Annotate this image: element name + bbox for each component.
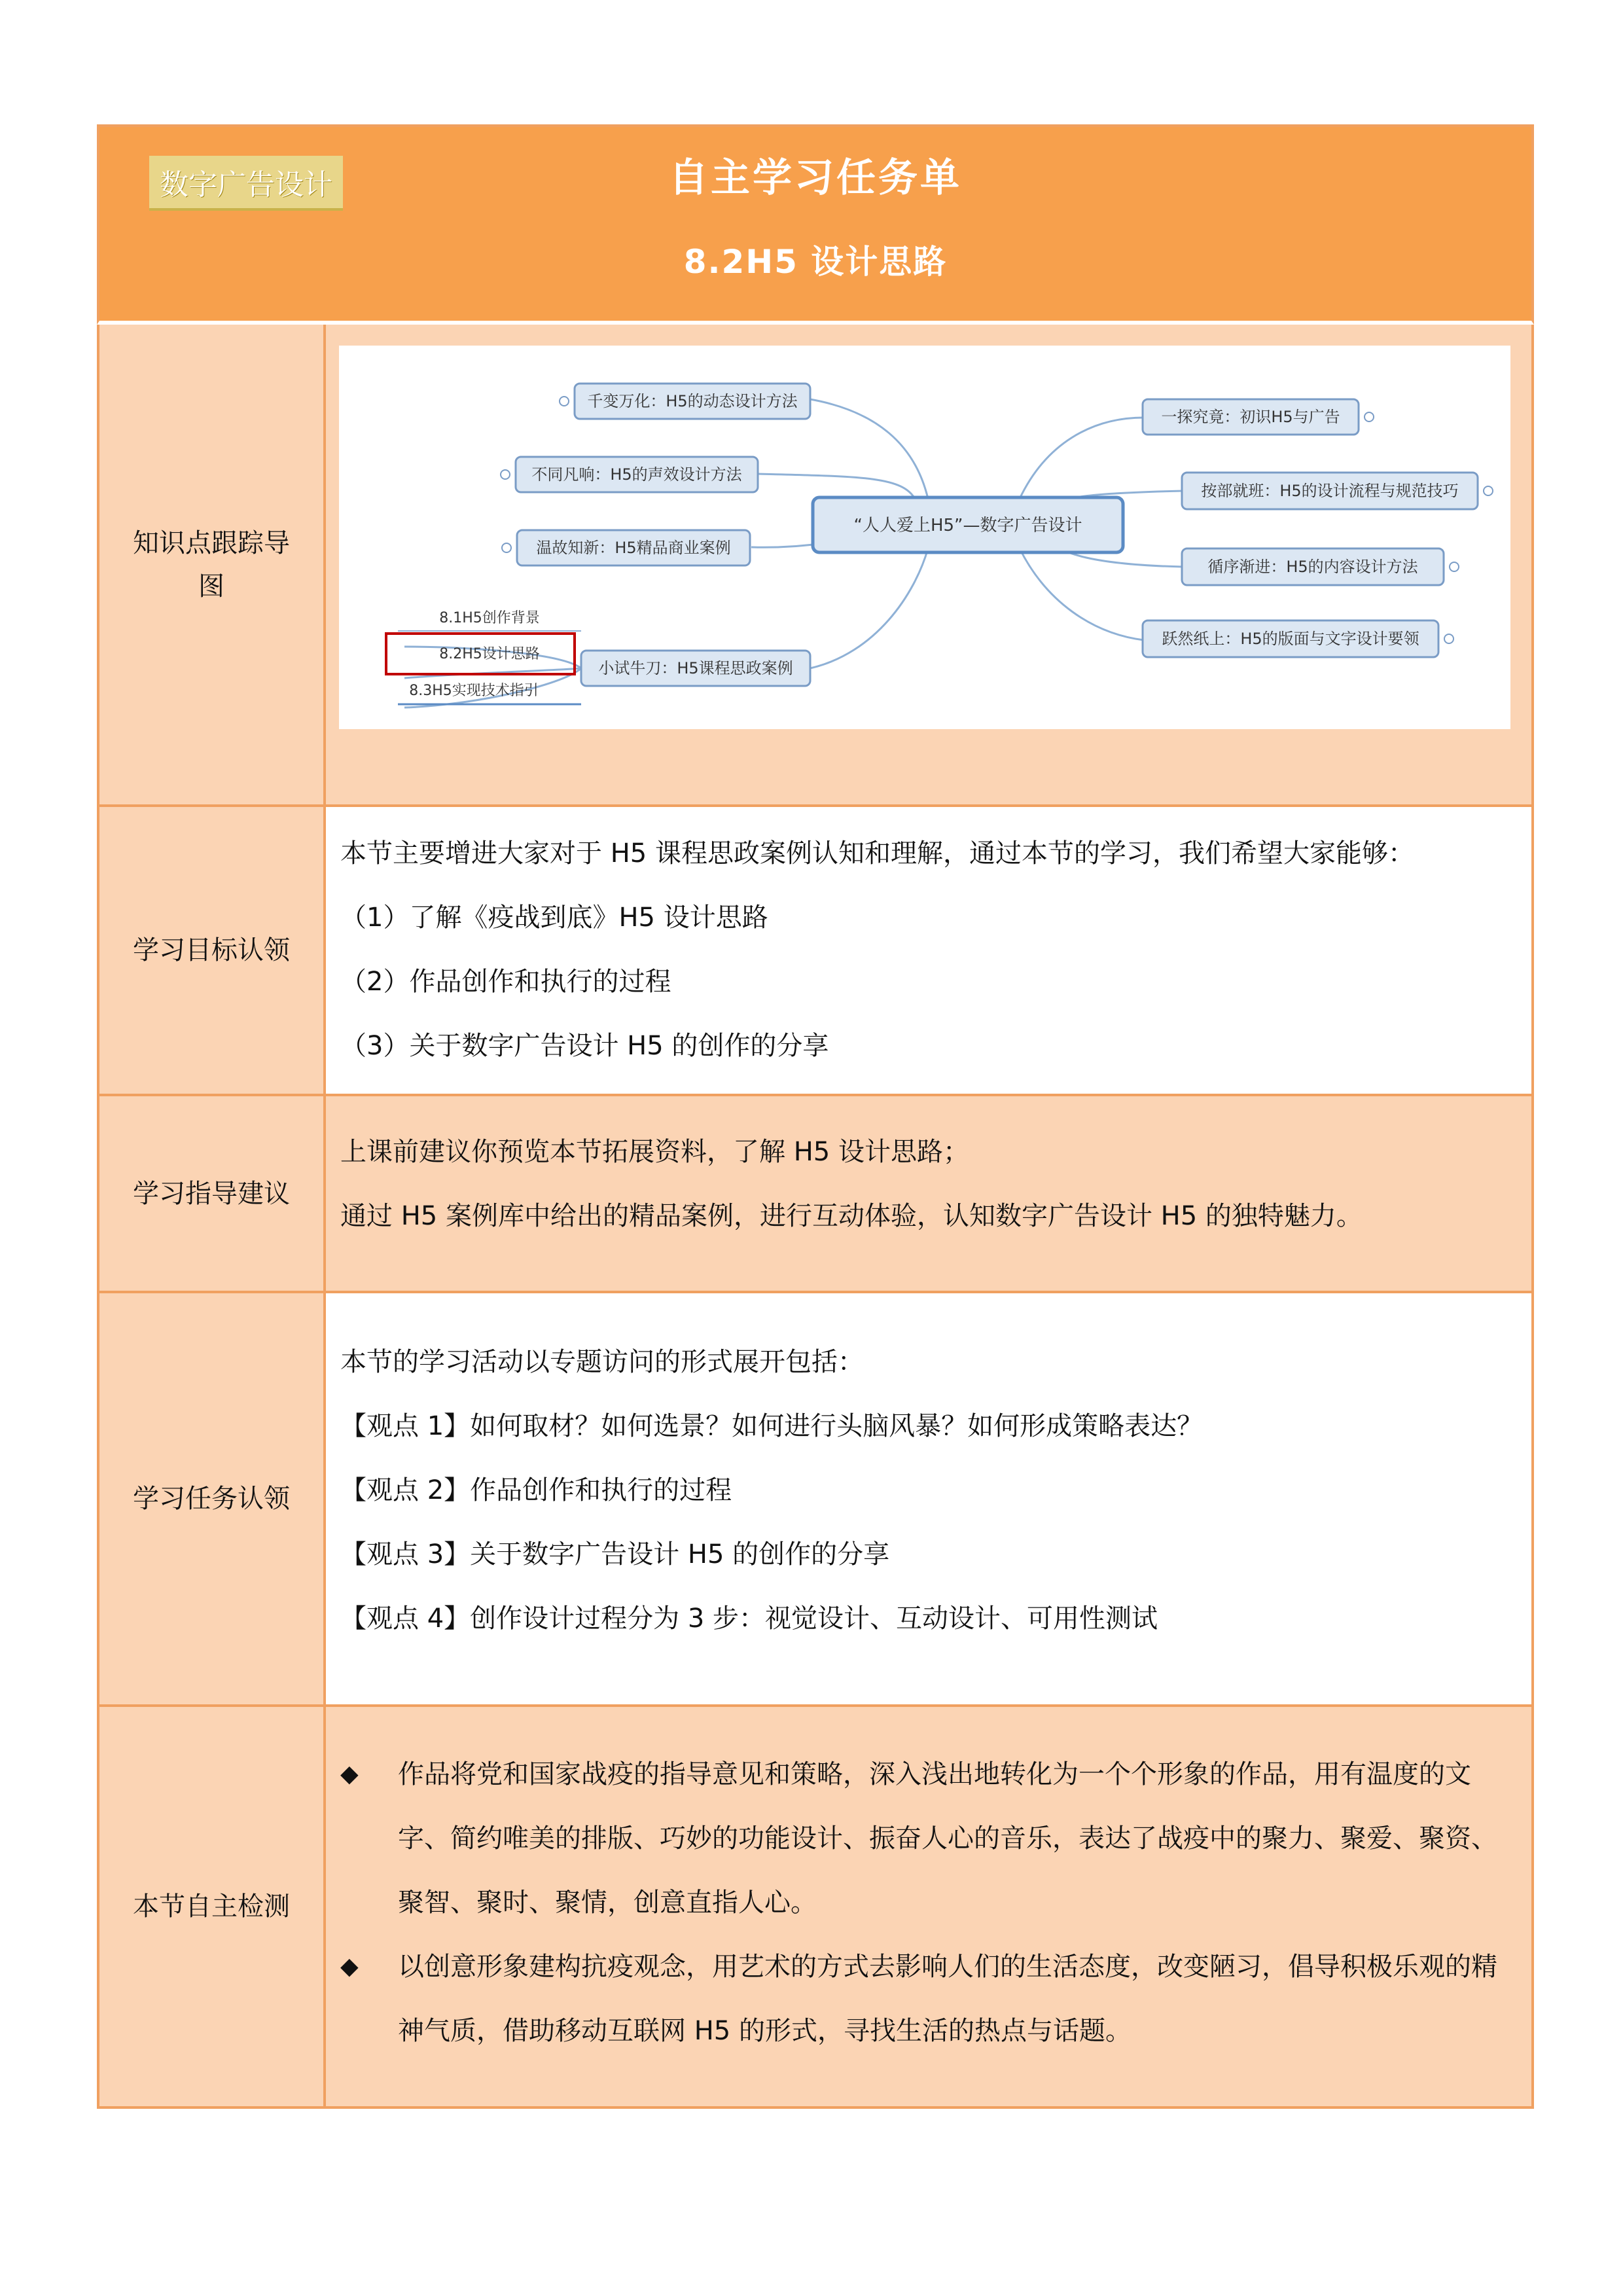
mindmap-center-label: “人人爱上H5”—数字广告设计	[853, 516, 1082, 535]
row-knowledge-map	[99, 325, 1531, 804]
guide-line: 上课前建议你预览本节拓展资料，了解 H5 设计思路；	[340, 1137, 969, 1167]
task-table	[97, 325, 1534, 2109]
mindmap-node-label: 不同凡响：H5的声效设计方法	[531, 465, 742, 484]
mindmap-node-label: 一探究竟：初识H5与广告	[1161, 408, 1340, 426]
row-self-check	[99, 1704, 1531, 2106]
row-label-self-check: 本节自主检测	[99, 1707, 326, 2106]
mindmap-node-label: 循序渐进：H5的内容设计方法	[1207, 558, 1418, 576]
mindmap-node-label: 按部就班：H5的设计流程与规范技巧	[1201, 482, 1459, 500]
collapse-icon	[1364, 412, 1374, 422]
check-text: 作品将党和国家战疫的指导意见和策略，深入浅出地转化为一个个形象的作品，用有温度的文字、简约唯美的排版、巧妙的功能设计、振奋人心的音乐，表达了战疫中的聚力、聚爱、聚资、聚智、聚时、聚情，创意直指人心。	[398, 1759, 1497, 1918]
mindmap-node-label: 千变万化：H5的动态设计方法	[587, 392, 798, 410]
brand-logo: 数字广告设计	[149, 156, 343, 211]
collapse-icon	[1484, 486, 1493, 495]
row-label-tasks: 学习任务认领	[99, 1293, 326, 1704]
row-guide	[99, 1094, 1531, 1291]
task-item: 【观点 1】如何取材？如何选景？如何进行头脑风暴？如何形成策略表达？	[340, 1411, 1204, 1441]
collapse-icon	[560, 397, 569, 406]
goal-item: （2）作品创作和执行的过程	[340, 967, 671, 997]
row-label-knowledge-map: 知识点跟踪导图	[99, 325, 326, 804]
row-tasks	[99, 1291, 1531, 1704]
mindmap-node-label: 温故知新：H5精品商业案例	[536, 539, 731, 557]
mindmap-sub-label: 8.1H5创作背景	[439, 610, 540, 626]
goals-intro: 本节主要增进大家对于 H5 课程思政案例认知和理解，通过本节的学习，我们希望大家能够：	[340, 838, 1414, 869]
task-item: 【观点 3】关于数字广告设计 H5 的创作的分享	[340, 1539, 890, 1570]
collapse-icon	[1450, 562, 1459, 571]
mindmap-cell	[326, 325, 1531, 804]
tasks-content	[326, 1293, 1531, 1704]
mindmap-sub-label: 8.2H5设计思路	[439, 646, 540, 662]
diamond-bullet-icon: ◆	[340, 1953, 359, 1980]
mindmap-right-nodes	[1143, 399, 1493, 657]
goals-content	[326, 807, 1531, 1094]
guide-line: 通过 H5 案例库中给出的精品案例，进行互动体验，认知数字广告设计 H5 的独特魅力。	[340, 1201, 1363, 1231]
guide-content	[326, 1096, 1531, 1291]
mindmap-sub-label: 8.3H5实现技术指引	[409, 683, 539, 699]
task-item: 【观点 2】作品创作和执行的过程	[340, 1475, 732, 1505]
mindmap-node-label: 小试牛刀：H5课程思政案例	[598, 659, 793, 677]
page-header	[97, 124, 1534, 325]
collapse-icon	[1444, 634, 1454, 643]
tasks-intro: 本节的学习活动以专题访问的形式展开包括：	[340, 1347, 864, 1377]
check-paragraph	[340, 1742, 1517, 1935]
check-paragraph	[340, 1935, 1517, 2063]
row-goals	[99, 804, 1531, 1094]
mindmap-svg	[339, 346, 1510, 729]
mindmap	[339, 346, 1510, 729]
task-item: 【观点 4】创作设计过程分为 3 步：视觉设计、互动设计、可用性测试	[340, 1604, 1158, 1634]
page-title: 自主学习任务单	[669, 155, 962, 201]
check-text: 以创意形象建构抗疫观念，用艺术的方式去影响人们的生活态度，改变陋习，倡导积极乐观的精神气质，借助移动互联网 H5 的形式，寻找生活的热点与话题。	[398, 1952, 1497, 2046]
diamond-bullet-icon: ◆	[340, 1761, 359, 1787]
mindmap-center-node	[813, 497, 1123, 552]
row-label-guide: 学习指导建议	[99, 1096, 326, 1291]
mindmap-node-label: 跃然纸上：H5的版面与文字设计要领	[1162, 630, 1419, 648]
row-label-goals: 学习目标认领	[99, 807, 326, 1094]
goal-item: （3）关于数字广告设计 H5 的创作的分享	[340, 1031, 829, 1061]
mindmap-left-nodes	[501, 384, 810, 686]
self-check-content	[326, 1707, 1531, 2106]
collapse-icon	[502, 543, 511, 552]
goal-item: （1）了解《疫战到底》H5 设计思路	[340, 903, 768, 933]
collapse-icon	[501, 470, 510, 479]
page-subtitle: 8.2H5 设计思路	[683, 243, 948, 281]
